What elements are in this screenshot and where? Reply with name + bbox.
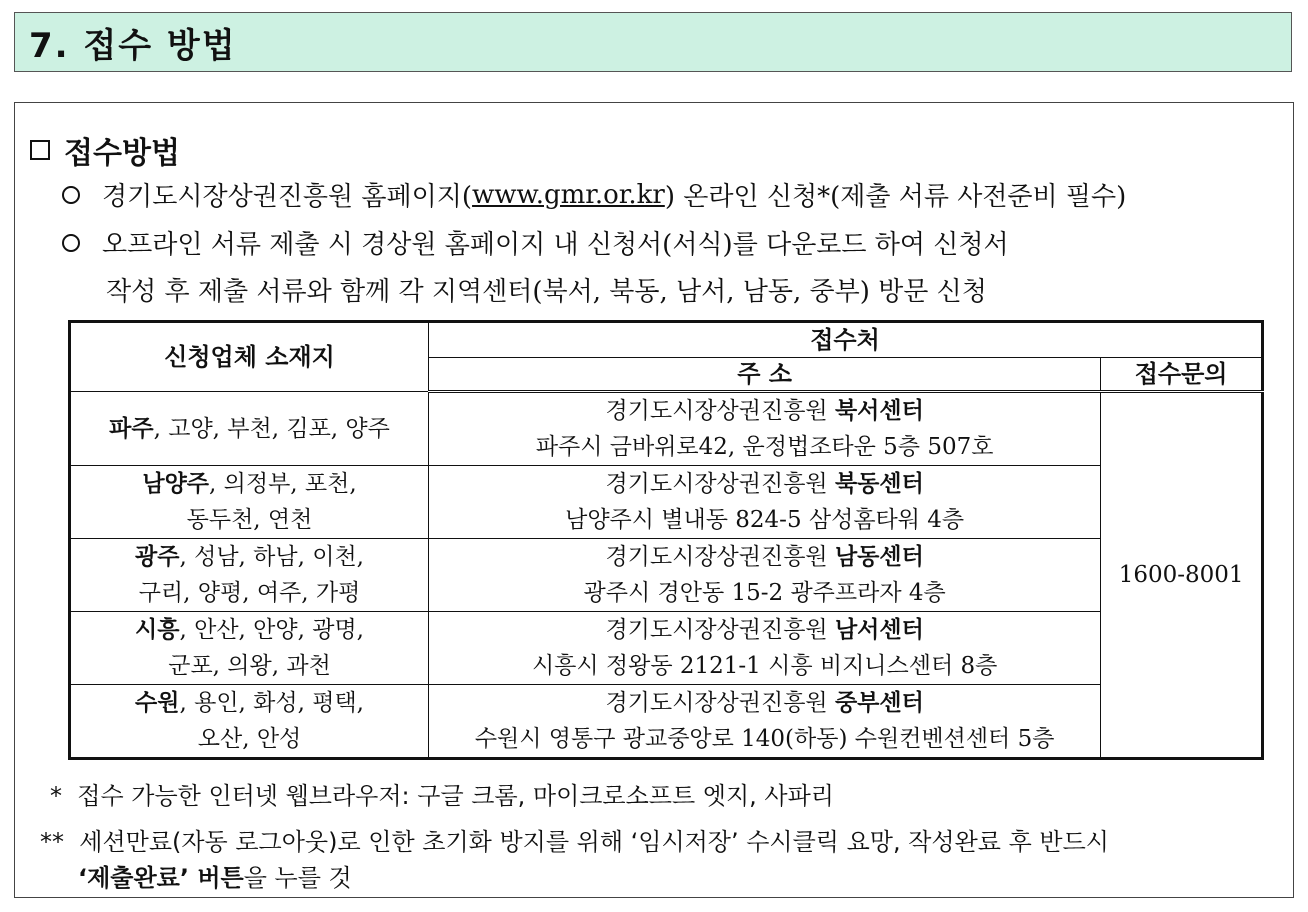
checkbox-square-icon bbox=[30, 140, 50, 160]
address-cell bbox=[429, 685, 1101, 759]
heading-text: 접수방법 bbox=[64, 136, 180, 171]
region-other-cities: , 안산, 안양, 광명, bbox=[179, 617, 364, 643]
center-address: 광주시 경안동 15-2 광주프라자 4층 bbox=[583, 580, 946, 606]
heading bbox=[30, 128, 180, 172]
region-primary-city: 수원 bbox=[135, 690, 180, 716]
region-other-cities: , 의정부, 포천, bbox=[209, 471, 357, 497]
col-header-address: 주 소 bbox=[429, 358, 1101, 392]
note-session-line1: 세션만료(자동 로그아웃)로 인한 초기화 방지를 위해 ‘임시저장’ 수시클릭 요망, 작성완료 후 반드시 bbox=[79, 828, 1109, 856]
region-other-cities-line2: 동두천, 연천 bbox=[186, 507, 313, 533]
region-other-cities: , 고양, 부천, 김포, 양주 bbox=[153, 415, 390, 442]
org-name: 경기도시장상권진흥원 bbox=[605, 544, 835, 570]
bullet-online-post: ) 온라인 신청*(제출 서류 사전준비 필수) bbox=[664, 182, 1127, 212]
homepage-link[interactable]: www.gmr.or.kr bbox=[472, 179, 665, 210]
center-name: 중부센터 bbox=[834, 690, 924, 716]
center-name: 남서센터 bbox=[834, 617, 924, 643]
region-other-cities-line2: 구리, 양평, 여주, 가평 bbox=[138, 580, 361, 606]
bullet-offline-line1: 오프라인 서류 제출 시 경상원 홈페이지 내 신청서(서식)를 다운로드 하여 신청서 bbox=[102, 230, 1009, 260]
region-other-cities-line2: 군포, 의왕, 과천 bbox=[168, 653, 331, 679]
region-primary-city: 시흥 bbox=[135, 617, 180, 643]
note-mark: * bbox=[50, 782, 62, 810]
note-session-tail: 을 누를 것 bbox=[243, 864, 352, 892]
center-address: 파주시 금바위로42, 운정법조타운 5층 507호 bbox=[535, 434, 994, 460]
note-session bbox=[40, 822, 1109, 857]
col-header-office: 접수처 bbox=[429, 322, 1263, 358]
region-cell bbox=[70, 539, 429, 612]
table-row bbox=[70, 466, 1263, 539]
center-name: 북서센터 bbox=[834, 398, 924, 424]
table-row bbox=[70, 685, 1263, 759]
note-session-bold: ‘제출완료’ 버튼 bbox=[78, 864, 244, 892]
region-other-cities: , 성남, 하남, 이천, bbox=[179, 544, 364, 570]
col-header-contact: 접수문의 bbox=[1101, 358, 1263, 392]
note-session-line2 bbox=[78, 858, 352, 893]
bullet-online-pre: 경기도시장상권진흥원 홈페이지( bbox=[102, 182, 473, 212]
contact-phone: 1600-8001 bbox=[1101, 392, 1263, 759]
address-cell bbox=[429, 466, 1101, 539]
region-other-cities: , 용인, 화성, 평택, bbox=[179, 690, 364, 716]
bullet-offline bbox=[62, 224, 1009, 261]
region-cell bbox=[70, 685, 429, 759]
center-address: 남양주시 별내동 824-5 삼성홈타워 4층 bbox=[565, 507, 965, 533]
circle-bullet-icon bbox=[62, 186, 80, 204]
table-row bbox=[70, 539, 1263, 612]
address-cell bbox=[429, 392, 1101, 466]
center-name: 남동센터 bbox=[834, 544, 924, 570]
note-browser-text: 접수 가능한 인터넷 웹브라우저: 구글 크롬, 마이크로소프트 엣지, 사파리 bbox=[77, 782, 834, 810]
address-cell bbox=[429, 612, 1101, 685]
section-title: 7. 접수 방법 bbox=[29, 25, 237, 66]
reception-table bbox=[68, 320, 1264, 760]
org-name: 경기도시장상권진흥원 bbox=[605, 617, 835, 643]
region-primary-city: 파주 bbox=[109, 415, 154, 442]
address-cell bbox=[429, 539, 1101, 612]
org-name: 경기도시장상권진흥원 bbox=[605, 690, 835, 716]
center-address: 수원시 영통구 광교중앙로 140(하동) 수원컨벤션센터 5층 bbox=[474, 726, 1055, 752]
note-browser bbox=[50, 776, 834, 811]
table-row bbox=[70, 392, 1263, 466]
region-cell bbox=[70, 612, 429, 685]
section-title-bar bbox=[14, 12, 1292, 72]
circle-bullet-icon bbox=[62, 234, 80, 252]
center-address: 시흥시 정왕동 2121-1 시흥 비지니스센터 8층 bbox=[531, 653, 998, 679]
bullet-online bbox=[62, 176, 1126, 213]
org-name: 경기도시장상권진흥원 bbox=[605, 471, 835, 497]
bullet-offline-line2: 작성 후 제출 서류와 함께 각 지역센터(북서, 북동, 남서, 남동, 중부) 방문 신청 bbox=[106, 277, 987, 307]
region-other-cities-line2: 오산, 안성 bbox=[197, 726, 302, 752]
region-cell bbox=[70, 392, 429, 466]
org-name: 경기도시장상권진흥원 bbox=[605, 398, 835, 424]
region-primary-city: 남양주 bbox=[142, 471, 210, 497]
center-name: 북동센터 bbox=[834, 471, 924, 497]
region-cell bbox=[70, 466, 429, 539]
col-header-region: 신청업체 소재지 bbox=[70, 322, 429, 392]
region-primary-city: 광주 bbox=[135, 544, 180, 570]
table-row bbox=[70, 612, 1263, 685]
note-mark: ** bbox=[40, 828, 64, 856]
